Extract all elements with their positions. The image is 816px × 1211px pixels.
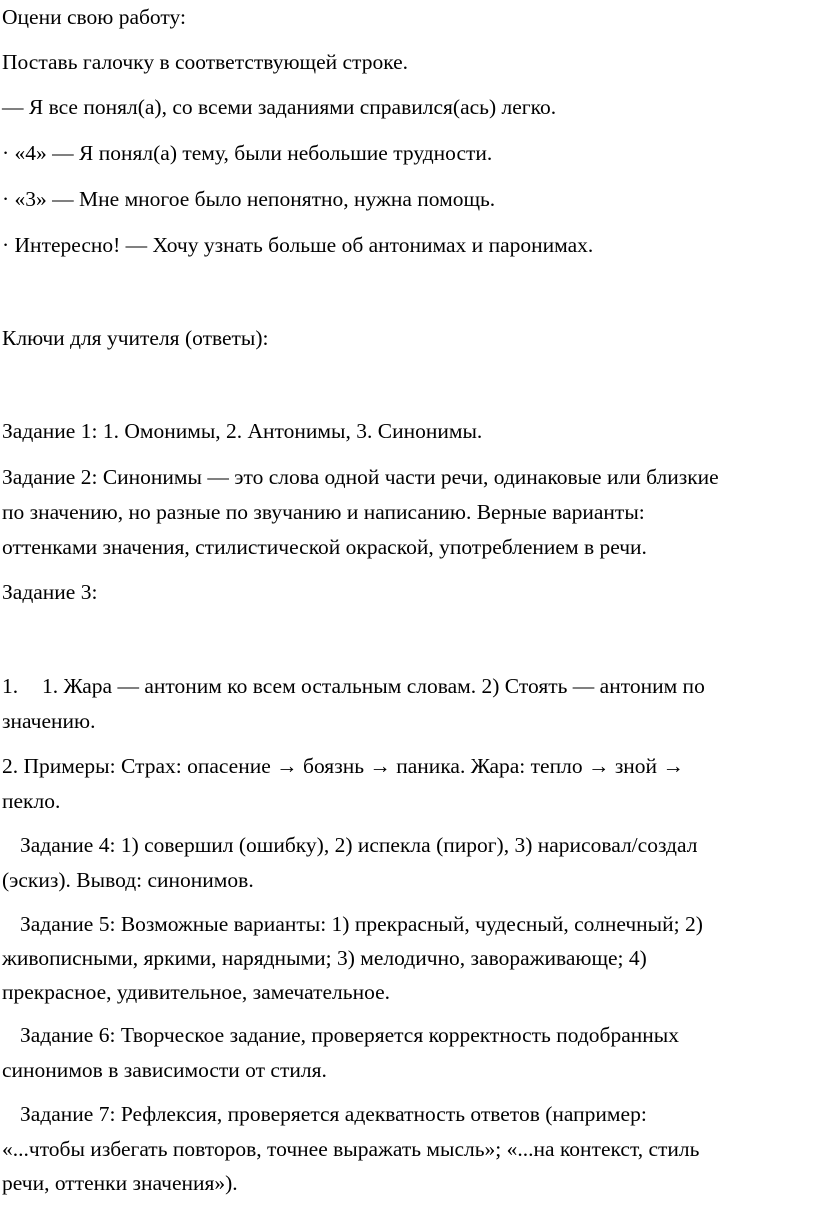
keys-title: Ключи для учителя (ответы):: [2, 326, 269, 350]
task7-line-1: Задание 7: Рефлексия, проверяется адекватность ответов (например:: [20, 1102, 647, 1126]
task3-item1-text: 1. Жара — антоним ко всем остальным словам. 2) Стоять — антоним по: [42, 674, 705, 698]
self-check-option-2: · «4» — Я понял(а) тему, были небольшие трудности.: [2, 141, 493, 165]
self-check-instruction: Поставь галочку в соответствующей строке.: [2, 50, 409, 74]
task6-line-1: Задание 6: Творческое задание, проверяется корректность подобранных: [20, 1023, 679, 1047]
task5-line-3: прекрасное, удивительное, замечательное.: [2, 980, 391, 1004]
task3-item2-line-2: пекло.: [2, 789, 61, 813]
self-check-option-1: — Я все понял(а), со всеми заданиями справился(ась) легко.: [2, 95, 557, 119]
task3-title: Задание 3:: [2, 580, 98, 604]
task2-line-1: Задание 2: Синонимы — это слова одной части речи, одинаковые или близкие: [2, 465, 719, 489]
task3-item2-line-1: 2. Примеры: Страх: опасение → боязнь → паника. Жара: тепло → зной →: [2, 754, 684, 778]
task3-item1-line-2: значению.: [2, 709, 96, 733]
task6-line-2: синонимов в зависимости от стиля.: [2, 1058, 327, 1082]
task5-line-1: Задание 5: Возможные варианты: 1) прекрасный, чудесный, солнечный; 2): [20, 912, 703, 936]
self-check-option-3: · «3» — Мне многое было непонятно, нужна помощь.: [2, 187, 496, 211]
task3-item1-line-1: [2, 669, 705, 704]
task2-line-3: оттенками значения, стилистической окраской, употреблением в речи.: [2, 535, 647, 559]
task1-answer: Задание 1: 1. Омонимы, 2. Антонимы, 3. Синонимы.: [2, 419, 483, 443]
task4-line-2: (эскиз). Вывод: синонимов.: [2, 868, 254, 892]
self-check-title: Оцени свою работу:: [2, 5, 186, 29]
self-check-option-4: · Интересно! — Хочу узнать больше об антонимах и паронимах.: [2, 233, 594, 257]
task2-line-2: по значению, но разные по звучанию и написанию. Верные варианты:: [2, 500, 645, 524]
task7-line-3: речи, оттенки значения»).: [2, 1171, 238, 1195]
task3-item1-number: 1.: [2, 674, 19, 698]
task7-line-2: «...чтобы избегать повторов, точнее выражать мысль»; «...на контекст, стиль: [2, 1137, 700, 1161]
task4-line-1: Задание 4: 1) совершил (ошибку), 2) испекла (пирог), 3) нарисовал/создал: [20, 833, 698, 857]
task5-line-2: живописными, яркими, нарядными; 3) мелодично, завораживающе; 4): [2, 946, 647, 970]
